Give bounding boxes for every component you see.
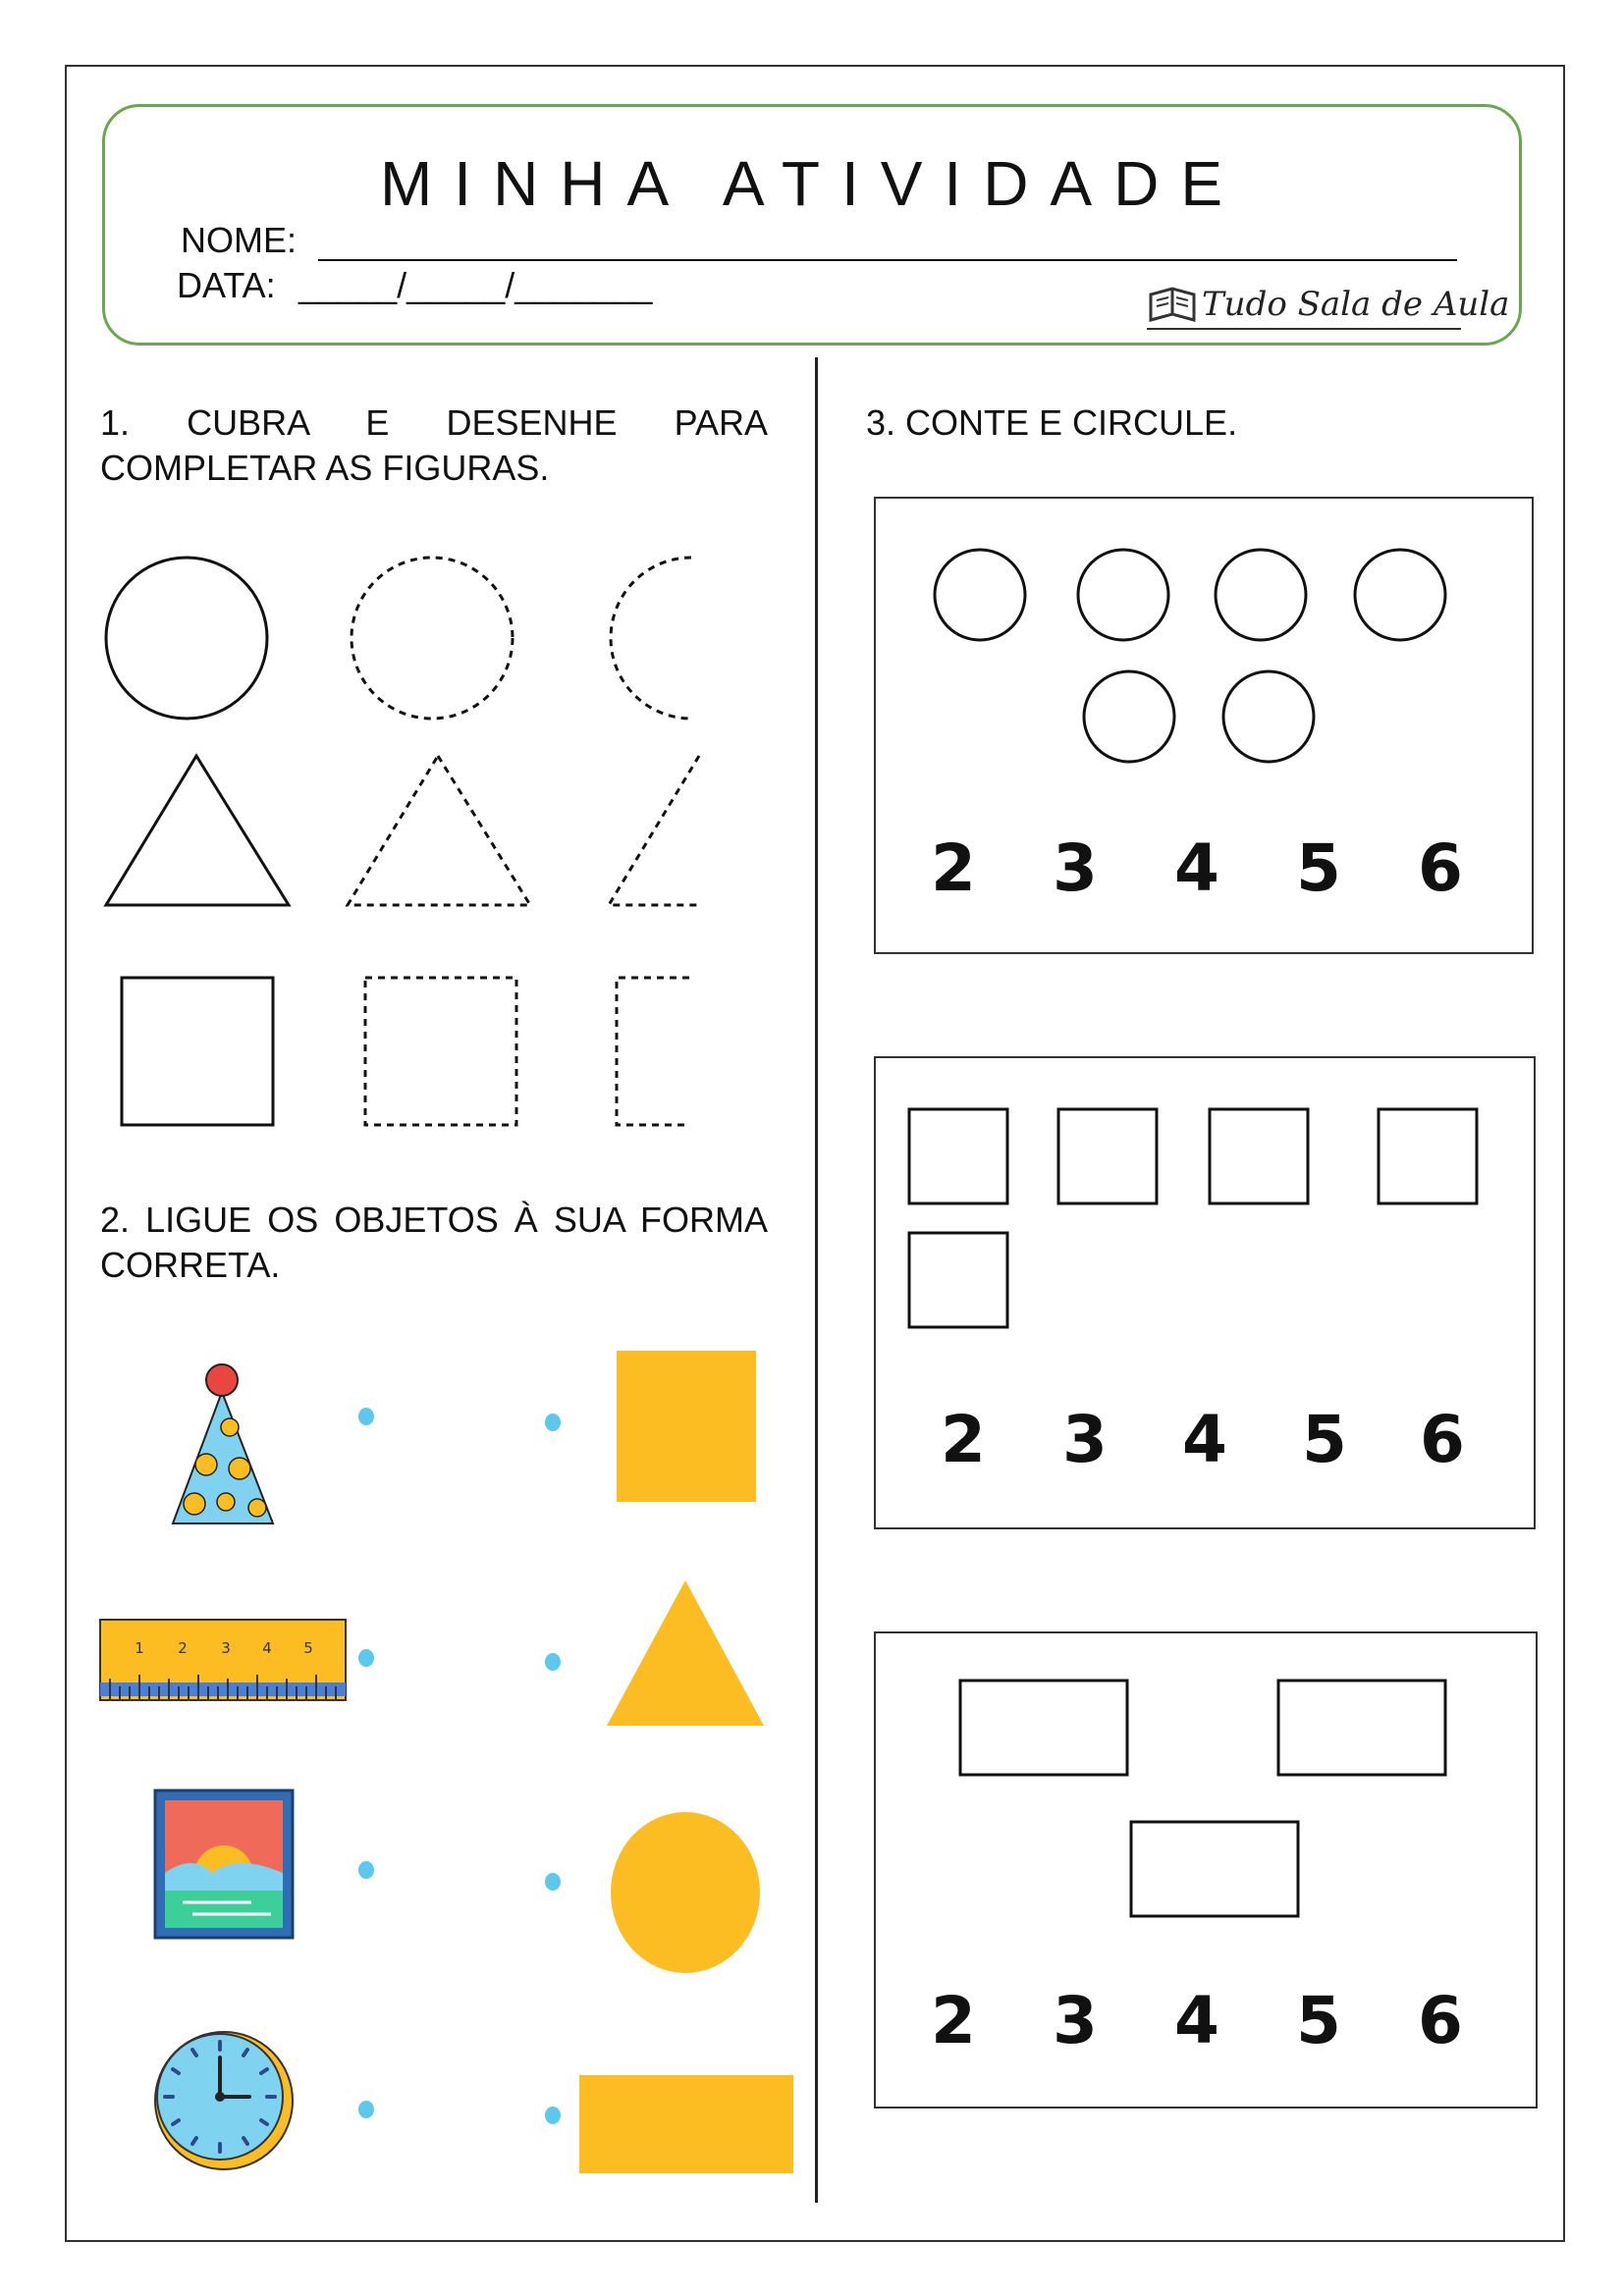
number-option[interactable]: 2	[931, 1983, 976, 2058]
logo: Tudo Sala de Aula	[1202, 285, 1510, 324]
count-rectangle	[1131, 1822, 1298, 1916]
number-option[interactable]: 4	[1174, 830, 1219, 906]
page-title: MINHA ATIVIDADE	[379, 148, 1245, 219]
number-option[interactable]: 4	[1182, 1402, 1227, 1477]
number-option[interactable]: 3	[1062, 1402, 1108, 1477]
date-field[interactable]: _____/_____/_______	[298, 265, 653, 305]
number-option[interactable]: 6	[1420, 1402, 1465, 1477]
tracing-shapes	[98, 550, 707, 1158]
number-option[interactable]: 6	[1418, 1983, 1463, 2058]
match-dot-object-1[interactable]	[358, 1408, 374, 1425]
number-option[interactable]: 4	[1174, 1983, 1219, 2058]
number-option[interactable]: 5	[1302, 1402, 1347, 1477]
count-circle	[1223, 671, 1314, 762]
match-dot-shape-2[interactable]	[545, 1653, 561, 1671]
solid-square	[122, 978, 273, 1125]
circles-group	[874, 497, 1534, 791]
svg-text:2: 2	[178, 1639, 188, 1657]
count-circle	[1216, 550, 1306, 640]
svg-text:1: 1	[135, 1639, 144, 1657]
yellow-circle	[611, 1812, 760, 1973]
svg-text:5: 5	[303, 1639, 313, 1657]
number-option[interactable]: 6	[1418, 830, 1463, 906]
number-option[interactable]: 2	[931, 830, 976, 906]
squares-group	[874, 1056, 1536, 1351]
count-rectangle	[1278, 1681, 1445, 1775]
dashed-square	[365, 978, 516, 1125]
ruler-icon[interactable]	[98, 1618, 350, 1704]
match-dot-shape-3[interactable]	[545, 1873, 561, 1891]
match-dot-object-2[interactable]	[358, 1649, 374, 1667]
count-square	[1058, 1109, 1157, 1203]
svg-text:4: 4	[262, 1639, 272, 1657]
column-divider	[815, 357, 818, 2203]
count-circle	[1084, 671, 1174, 762]
solid-circle	[106, 558, 267, 719]
party-hat-icon[interactable]	[167, 1359, 285, 1531]
count-circle	[935, 550, 1025, 640]
date-label: DATA:	[177, 265, 276, 305]
number-option[interactable]: 5	[1296, 830, 1341, 906]
count-square	[1379, 1109, 1477, 1203]
match-dot-object-4[interactable]	[358, 2101, 374, 2118]
picture-icon[interactable]	[153, 1789, 297, 1942]
count-rectangle	[960, 1681, 1127, 1775]
target-shapes	[569, 1335, 805, 2179]
count-square	[909, 1109, 1007, 1203]
count-square	[909, 1233, 1007, 1327]
logo-underline	[1147, 328, 1461, 330]
count-square	[1210, 1109, 1308, 1203]
yellow-triangle	[607, 1580, 764, 1726]
yellow-rectangle	[579, 2075, 793, 2173]
name-label: NOME:	[181, 220, 298, 260]
number-option[interactable]: 3	[1053, 830, 1098, 906]
clock-icon[interactable]	[151, 2028, 295, 2171]
svg-text:3: 3	[221, 1639, 231, 1657]
section2-title: 2. LIGUE OS OBJETOS À SUA FORMA CORRETA.	[100, 1200, 768, 1285]
number-option[interactable]: 5	[1296, 1983, 1341, 2058]
dashed-triangle	[348, 756, 530, 905]
half-dashed-triangle	[609, 756, 699, 905]
match-dot-shape-4[interactable]	[545, 2107, 561, 2124]
number-option[interactable]: 2	[941, 1402, 986, 1477]
half-dashed-square	[617, 978, 689, 1125]
dashed-circle	[352, 558, 513, 719]
section3-title: 3. CONTE E CIRCULE.	[866, 402, 1238, 443]
count-circle	[1355, 550, 1445, 640]
book-icon	[1143, 281, 1202, 330]
half-dashed-circle	[611, 558, 691, 719]
solid-triangle	[106, 756, 289, 905]
count-circle	[1078, 550, 1168, 640]
number-option[interactable]: 3	[1053, 1983, 1098, 2058]
match-dot-object-3[interactable]	[358, 1861, 374, 1879]
match-dot-shape-1[interactable]	[545, 1414, 561, 1431]
section1-title: 1. CUBRA E DESENHE PARA COMPLETAR AS FIGURAS.	[100, 402, 768, 488]
yellow-square	[617, 1351, 756, 1502]
name-field[interactable]	[318, 259, 1457, 261]
rectangles-group	[874, 1631, 1538, 1926]
